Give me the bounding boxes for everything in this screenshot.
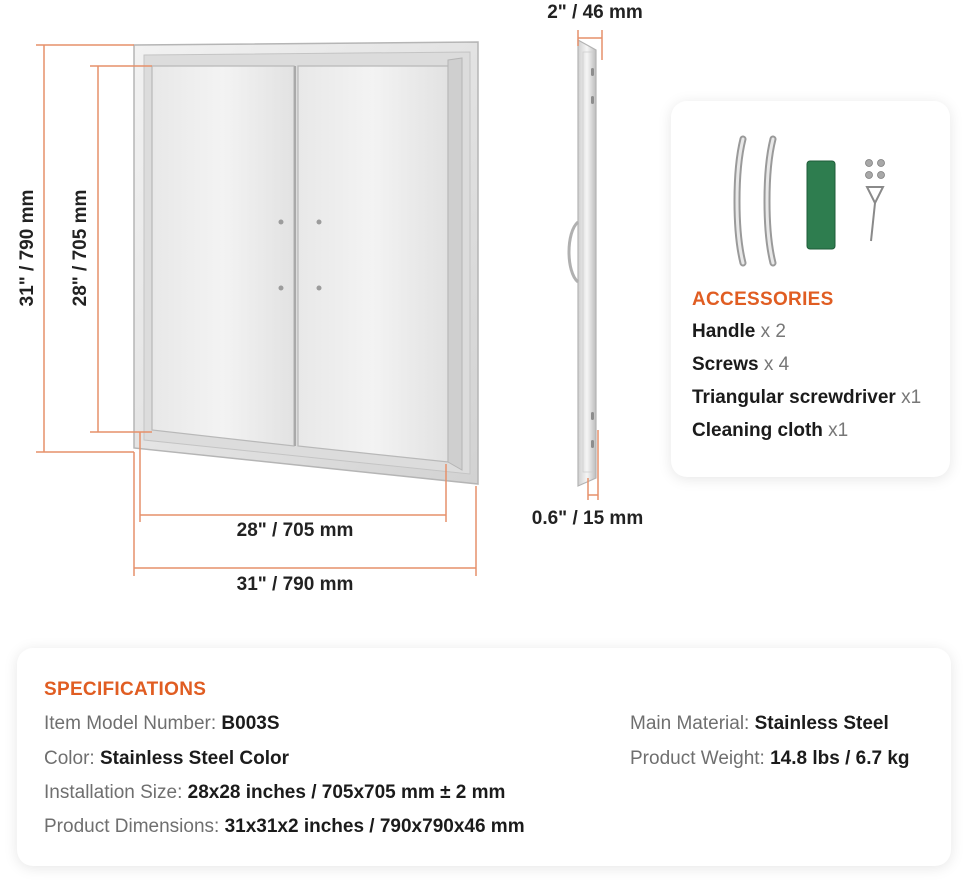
spec-product-weight: Product Weight: 14.8 lbs / 6.7 kg — [630, 748, 910, 769]
cleaning-cloth-icon — [807, 161, 835, 249]
triangular-screwdriver-icon — [867, 187, 883, 241]
spec-model-number: Item Model Number: B003S — [44, 713, 280, 734]
depth-bottom-label: 0.6" / 15 mm — [531, 508, 644, 529]
handle-icon — [737, 139, 743, 263]
accessory-item: Screws x 4 — [692, 354, 790, 375]
accessory-item: Handle x 2 — [692, 321, 786, 342]
specifications-card — [17, 648, 951, 866]
spec-main-material: Main Material: Stainless Steel — [630, 713, 889, 734]
outer-height-label: 31" / 790 mm — [17, 189, 38, 307]
accessory-item: Triangular screwdriver x1 — [692, 387, 922, 408]
right-door — [298, 58, 462, 470]
door-side-drawing — [569, 40, 596, 486]
accessory-item: Cleaning cloth x1 — [692, 420, 849, 441]
accessories-image — [721, 131, 911, 271]
spec-color: Color: Stainless Steel Color — [44, 748, 289, 769]
handle-icon — [767, 139, 773, 263]
accessories-heading: ACCESSORIES — [692, 289, 834, 310]
depth-top-label: 2" / 46 mm — [547, 2, 643, 23]
inner-width-label: 28" / 705 mm — [236, 520, 354, 541]
left-door — [152, 66, 294, 446]
screws-icon — [866, 160, 885, 179]
inner-height-label: 28" / 705 mm — [70, 189, 91, 307]
spec-installation-size: Installation Size: 28x28 inches / 705x705 mm ± 2 mm — [44, 782, 506, 803]
outer-width-label: 31" / 790 mm — [236, 574, 354, 595]
specifications-heading: SPECIFICATIONS — [44, 679, 207, 700]
spec-product-dimensions: Product Dimensions: 31x31x2 inches / 790x790x46 mm — [44, 816, 525, 837]
accessories-card — [671, 101, 950, 477]
